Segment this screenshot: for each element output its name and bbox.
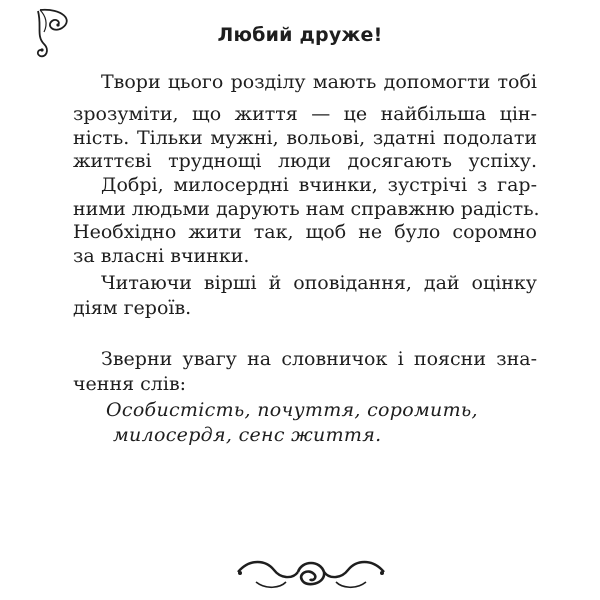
text-line: Читаючи вірші й оповідання, дай оцінку: [101, 272, 537, 294]
text-line: Необхідно жити так, щоб не було соромно: [73, 221, 537, 243]
text-line: зрозуміти, що життя — це найбільша цін-: [73, 103, 537, 125]
text-line: Твори цього розділу мають допомогти тобі: [101, 71, 537, 93]
vocabulary-line: Особистість, почуття, соромить,: [106, 399, 478, 421]
text-line: чення слів:: [73, 373, 187, 395]
text-line: за власні вчинки.: [73, 245, 250, 267]
text-line: Добрі, милосердні вчинки, зустрічі з гар-: [101, 174, 537, 196]
text-line: ність. Тільки мужні, вольові, здатні подолати: [73, 127, 537, 149]
text-line: життєві труднощі люди досягають успіху.: [73, 150, 537, 172]
text-line: ними людьми дарують нам справжню радість.: [73, 198, 540, 220]
text-line: Зверни увагу на словничок і поясни зна-: [101, 348, 537, 370]
text-line: діям героїв.: [73, 297, 192, 319]
bottom-scroll-flourish-icon: [236, 554, 386, 594]
page-title: Любий друже!: [217, 24, 383, 46]
vocabulary-line: милосердя, сенс життя.: [113, 424, 382, 446]
